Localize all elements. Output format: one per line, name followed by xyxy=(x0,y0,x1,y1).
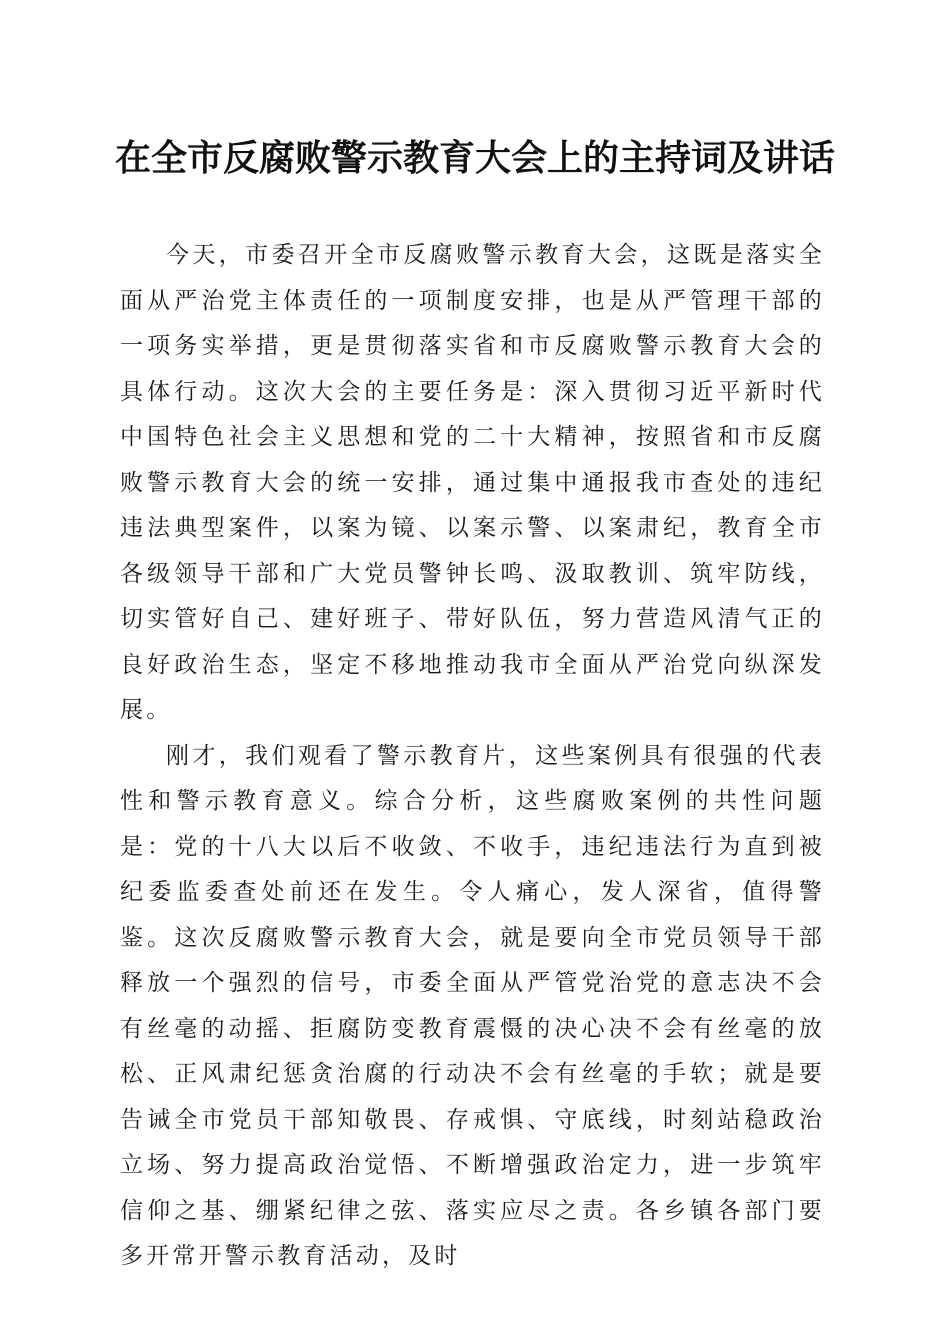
paragraph-opening: 今天，市委召开全市反腐败警示教育大会，这既是落实全面从严治党主体责任的一项制度安排，也是从严管理干部的一项务实举措，更是贯彻落实省和市反腐败警示教育大会的具体行动。这次大会的主要任务是：深入贯彻习近平新时代中国特色社会主义思想和党的二十大精神，按照省和市反腐败警示教育大会的统一安排，通过集中通报我市查处的违纪违法典型案件，以案为镜、以案示警、以案肃纪，教育全市各级领导干部和广大党员警钟长鸣、汲取教训、筑牢防线，切实管好自己、建好班子、带好队伍，努力营造风清气正的良好政治生态，坚定不移地推动我市全面从严治党向纵深发展。 xyxy=(120,242,825,723)
document-body xyxy=(120,233,825,1280)
paragraph-warning-film: 刚才，我们观看了警示教育片，这些案例具有很强的代表性和警示教育意义。综合分析，这些腐败案例的共性问题是：党的十八大以后不收敛、不收手，违纪违法行为直到被纪委监委查处前还在发生。令人痛心，发人深省，值得警鉴。这次反腐败警示教育大会，就是要向全市党员领导干部释放一个强烈的信号，市委全面从严管党治党的意志决不会有丝毫的动摇、拒腐防变教育震慑的决心决不会有丝毫的放松、正风肃纪惩贪治腐的行动决不会有丝毫的手软；就是要告诫全市党员干部知敬畏、存戒惧、守底线，时刻站稳政治立场、努力提高政治觉悟、不断增强政治定力，进一步筑牢信仰之基、绷紧纪律之弦、落实应尽之责。各乡镇各部门要多开常开警示教育活动，及时 xyxy=(120,742,825,1269)
document-title: 在全市反腐败警示教育大会上的主持词及讲话 xyxy=(114,137,835,179)
